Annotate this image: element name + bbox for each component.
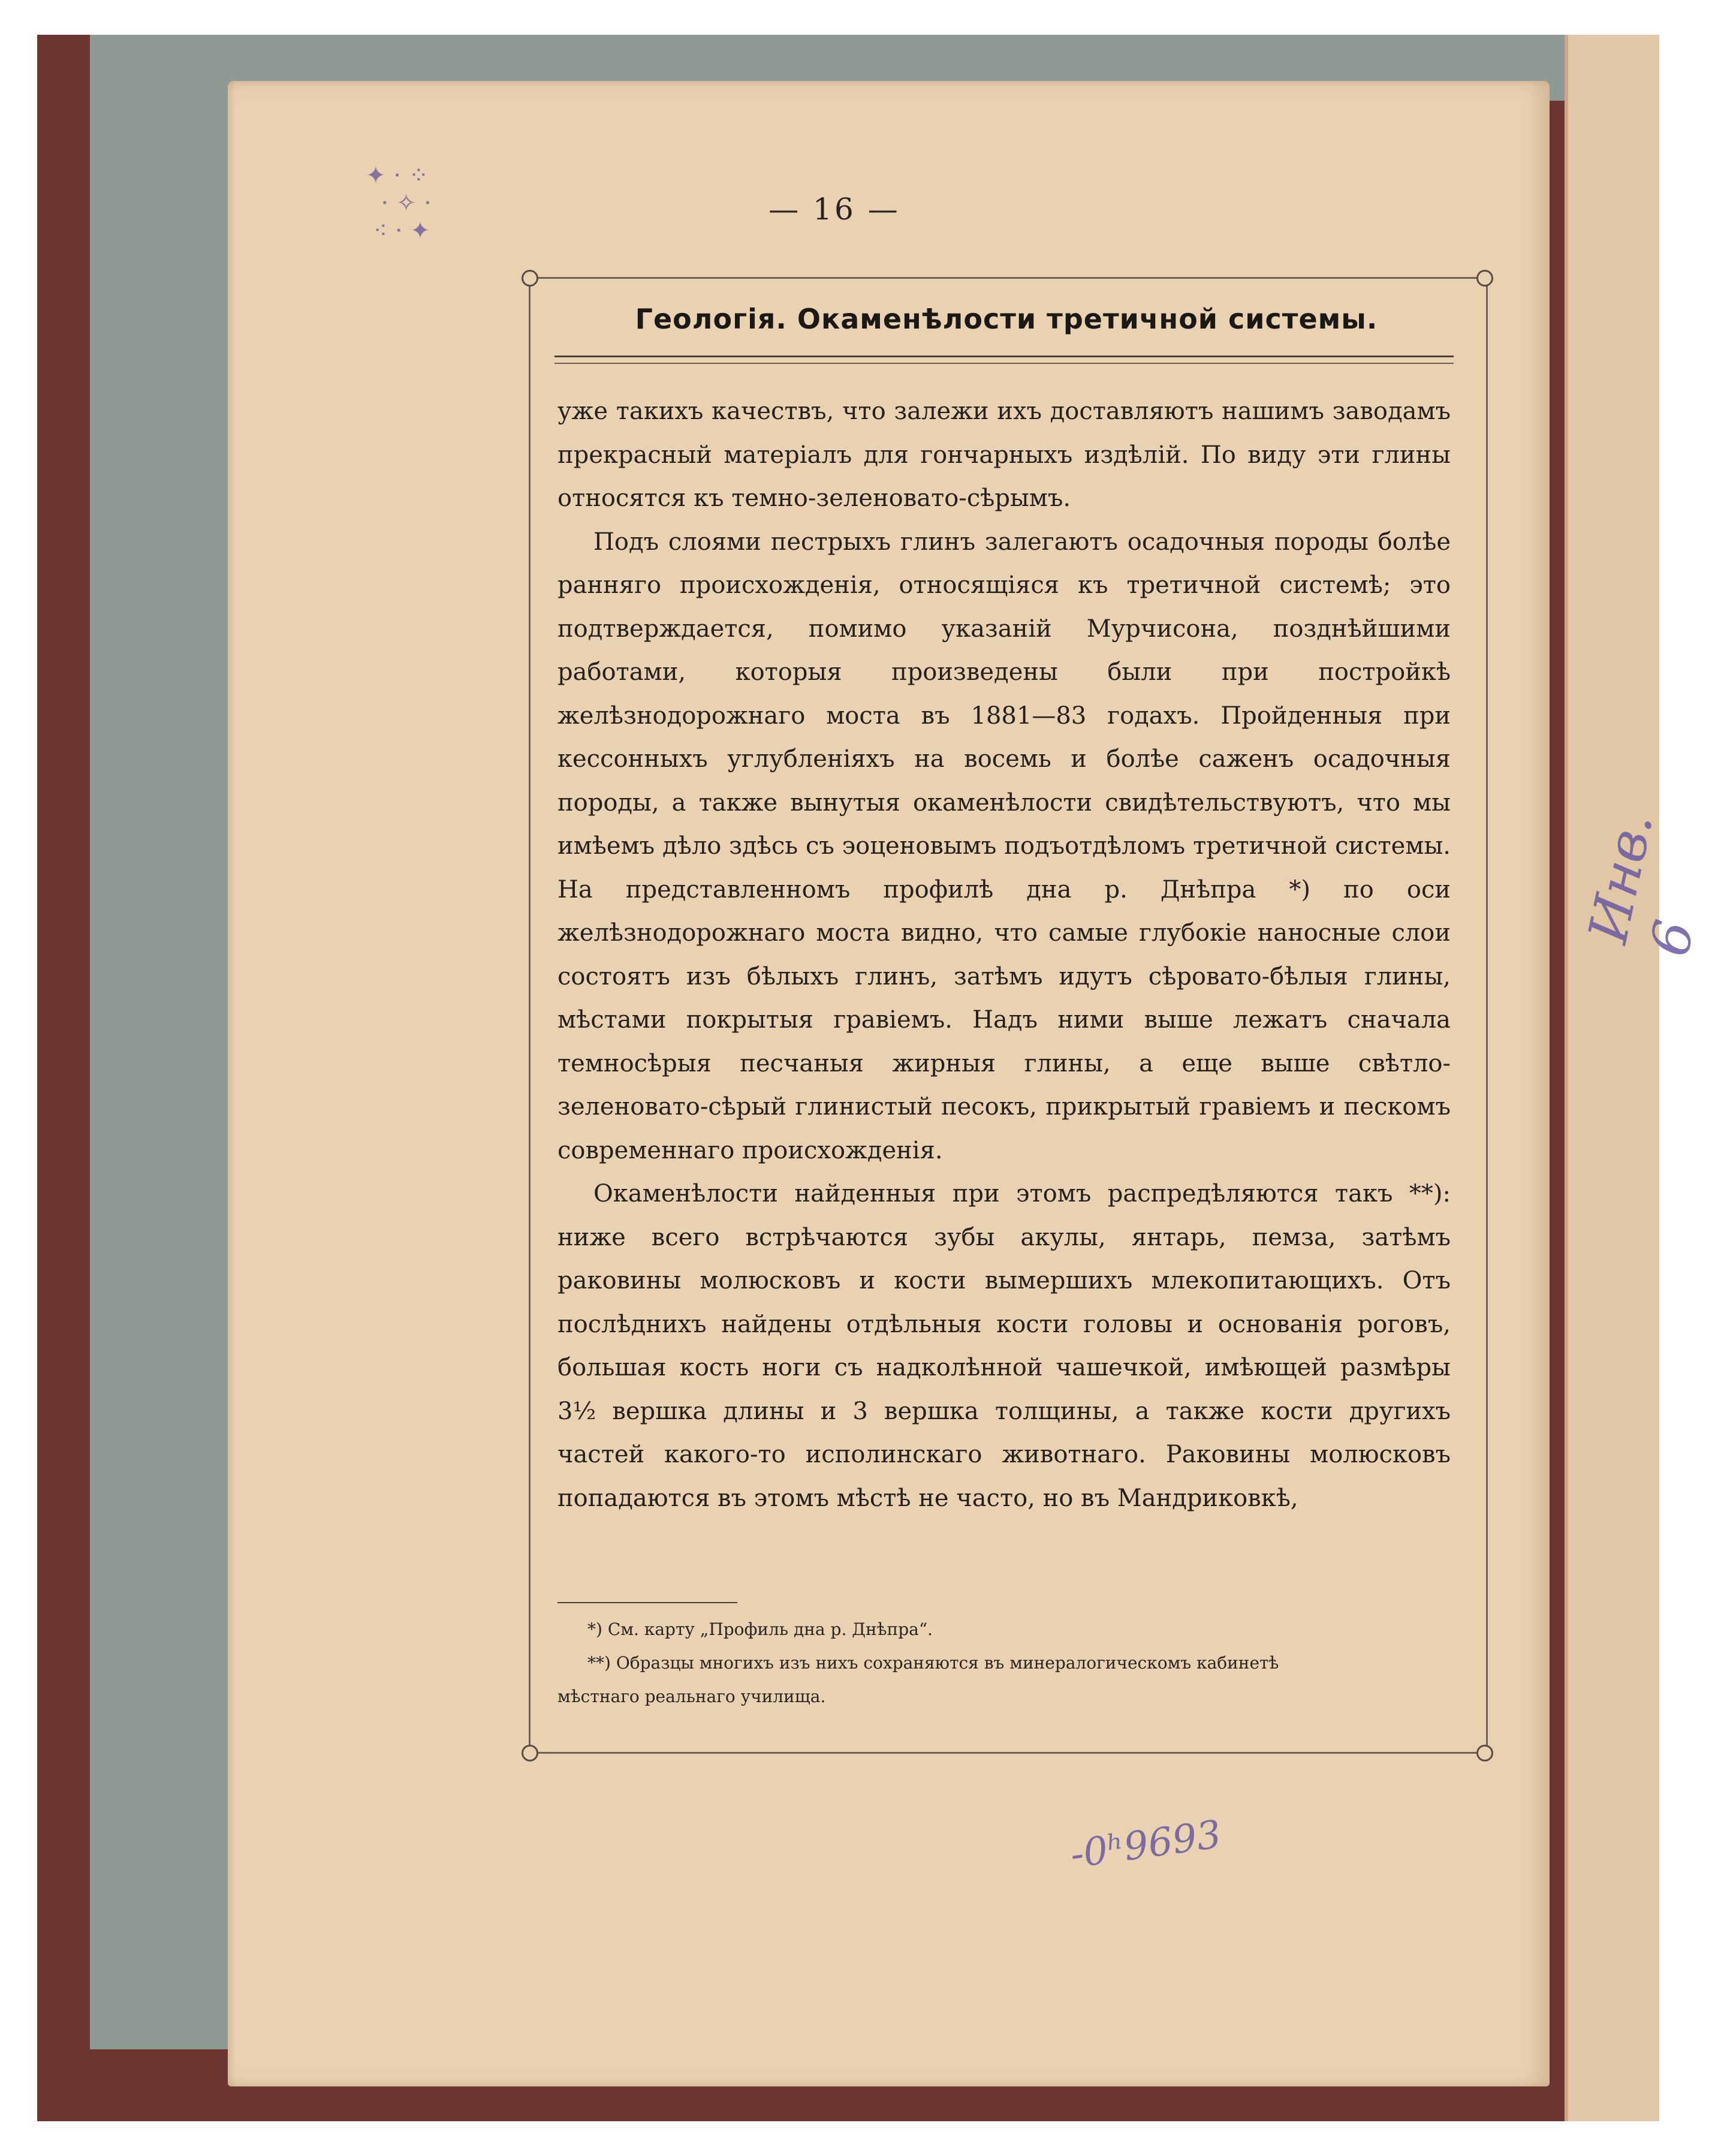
header-rule (554, 356, 1454, 357)
corner-ornament-icon (522, 1745, 538, 1761)
margin-inventory-note: Инв. 6 (1577, 807, 1707, 962)
body-text (557, 390, 1451, 1520)
running-header: Геологія. Окаменѣлости третичной системы. (635, 303, 1378, 335)
header-rule-thin (554, 363, 1454, 364)
corner-ornament-icon (522, 270, 538, 287)
frame-bottom-rule (529, 1752, 1484, 1754)
cover-grey-strip (90, 35, 246, 2049)
paragraph: Подъ слоями пестрыхъ глинъ залегаютъ осадочныя породы болѣе ранняго происхожденія, относящіяся къ третичной системѣ; это подтверждается, помимо указаній Мурчисона, позднѣйшими работами, которыя произведены были при постройкѣ желѣзнодорожнаго моста въ 1881—83 годахъ. Пройденныя при кессонныхъ углубленіяхъ на восемь и болѣе саженъ осадочныя породы, а также вынутыя окаменѣлости свидѣтельствуютъ, что мы имѣемъ дѣло здѣсь съ эоценовымъ подъотдѣломъ третичной системы. На представленномъ профилѣ дна р. Днѣпра *) по оси желѣзнодорожнаго моста видно, что самые глубокіе наносные слои состоятъ изъ бѣлыхъ глинъ, затѣмъ идутъ сѣровато-бѣлыя глины, мѣстами покрытыя гравіемъ. Надъ ними выше лежатъ сначала темносѣрыя песчаныя жирныя глины, а еще выше свѣтло-зеленовато-сѣрый глинистый песокъ, прикрытый гравіемъ и пескомъ современнаго происхожденія. (557, 528, 1451, 1164)
adjacent-page-edge (1565, 35, 1659, 2121)
footnote: **) Образцы многихъ изъ нихъ сохраняются въ минералогическомъ кабинетѣ (587, 1653, 1279, 1673)
handwritten-catalog-number: -0ʰ9693 (1068, 1812, 1224, 1878)
footnotes (557, 1613, 1451, 1714)
frame-top-rule (529, 277, 1484, 279)
ink-specks-icon: ✦ · ⁘ · ✧ · ⁖ · ✦ (366, 162, 432, 245)
footnote-continuation: мѣстнаго реальнаго училища. (557, 1687, 826, 1706)
paragraph: уже такихъ качествъ, что залежи ихъ доставляютъ нашимъ заводамъ прекрасный матеріалъ для гончарныхъ издѣлій. По виду эти глины относятся къ темно-зеленовато-сѣрымъ. (557, 398, 1451, 512)
paragraph: Окаменѣлости найденныя при этомъ распредѣляются такъ **): ниже всего встрѣчаются зубы акулы, янтарь, пемза, затѣмъ раковины молюсковъ и кости вымершихъ млекопитающихъ. Отъ послѣднихъ найдены отдѣльныя кости головы и основанія роговъ, большая кость ноги съ надколѣнной чашечкой, имѣющей размѣры 3½ вершка длины и 3 вершка толщины, а также кости другихъ частей какого-то исполинскаго животнаго. Раковины молюсковъ попадаются въ этомъ мѣстѣ не часто, но въ Мандриковкѣ, (557, 1180, 1451, 1512)
page-number: — 16 — (768, 192, 900, 227)
footnote: *) См. карту „Профиль дна р. Днѣпра“. (587, 1619, 933, 1639)
corner-ornament-icon (1476, 270, 1493, 287)
footnote-rule (557, 1602, 737, 1603)
corner-ornament-icon (1476, 1745, 1493, 1761)
